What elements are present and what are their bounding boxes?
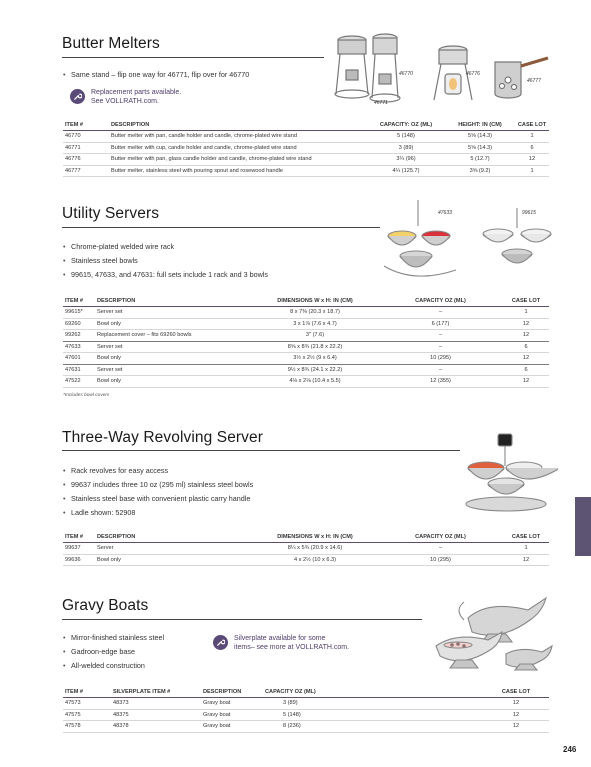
cell-case-lot: 1	[501, 543, 549, 555]
column-header: CASE LOT	[513, 120, 549, 131]
cell-item: 47633	[63, 341, 95, 353]
table-row	[63, 721, 549, 733]
cell-capacity: 8 (236)	[263, 721, 481, 733]
table-row	[63, 307, 549, 319]
cell-dimensions: 8⅝ x 8¾ (21.8 x 22.2)	[250, 341, 378, 353]
cell-height: 5⅝ (14.3)	[445, 131, 513, 143]
bullet-item: • 99615, 47633, and 47631: full sets include 1 rack and 3 bowls	[63, 270, 373, 284]
cell-case-lot: 1	[513, 131, 549, 143]
cell-case-lot: 12	[481, 698, 549, 710]
column-header: CASE LOT	[501, 532, 549, 543]
cell-description: Server set	[95, 341, 250, 353]
bullet-item: • Mirror-finished stainless steel	[63, 633, 213, 647]
section-title-gravy-boats: Gravy Boats	[62, 597, 149, 614]
bullet-item: • Same stand – flip one way for 46771, flip over for 46770	[63, 70, 333, 84]
utility-servers-table	[63, 296, 549, 388]
cell-description: Butter melter with pan, candle holder and candle, chrome-plated wire stand	[109, 131, 365, 143]
bullet-item: • Stainless steel bowls	[63, 256, 373, 270]
cell-silverplate-item: 48375	[111, 709, 201, 721]
page-number: 246	[563, 745, 577, 754]
cell-case-lot: 12	[501, 330, 549, 342]
column-header: CAPACITY OZ (ML)	[378, 296, 501, 307]
bullet-item: • All-welded construction	[63, 661, 213, 675]
threeway-bullets	[63, 466, 443, 522]
cell-dimensions: 9½ x 8¾ (24.1 x 22.2)	[250, 364, 378, 376]
note-text: Silverplate available for some items– see more at VOLLRATH.com.	[234, 635, 350, 651]
table-row	[63, 318, 549, 330]
column-header: CAPACITY OZ (ML)	[378, 532, 501, 543]
cell-description: Bowl only	[95, 554, 250, 566]
cell-item: 47522	[63, 376, 95, 388]
cell-description: Gravy boat	[201, 721, 263, 733]
cell-case-lot: 6	[501, 341, 549, 353]
silverplate-note	[213, 634, 413, 652]
section-tab-marker	[575, 497, 591, 556]
cell-item: 47573	[63, 698, 111, 710]
caption: 99615	[522, 210, 536, 216]
column-header: DESCRIPTION	[109, 120, 365, 131]
cell-case-lot: 12	[481, 721, 549, 733]
butter-melters-photo	[330, 22, 556, 112]
wrench-icon	[213, 635, 228, 650]
cell-item: 47578	[63, 721, 111, 733]
cell-description: Server	[95, 543, 250, 555]
table-row	[63, 165, 549, 177]
cell-item: 69260	[63, 318, 95, 330]
cell-item: 99637	[63, 543, 95, 555]
column-header: HEIGHT: IN (CM)	[445, 120, 513, 131]
column-header: DESCRIPTION	[95, 296, 250, 307]
cell-case-lot: 12	[501, 376, 549, 388]
cell-case-lot: 12	[513, 154, 549, 166]
bullet-item: • Chrome-plated welded wire rack	[63, 242, 373, 256]
cell-capacity: 5 (148)	[365, 131, 445, 143]
caption: 46777	[527, 78, 541, 84]
cell-silverplate-item: 48378	[111, 721, 201, 733]
bullet-item: • Gadroon-edge base	[63, 647, 213, 661]
cell-dimensions: 3" (7.6)	[250, 330, 378, 342]
cell-capacity: –	[378, 307, 501, 319]
table-row	[63, 554, 549, 566]
column-header: ITEM #	[63, 532, 95, 543]
cell-item: 99615*	[63, 307, 95, 319]
gravy-bullets	[63, 633, 213, 675]
table-row	[63, 330, 549, 342]
table-row	[63, 376, 549, 388]
cell-height: 5⅝ (14.3)	[445, 142, 513, 154]
cell-case-lot: 12	[501, 318, 549, 330]
cell-description: Gravy boat	[201, 709, 263, 721]
column-header: DESCRIPTION	[95, 532, 250, 543]
table-row	[63, 131, 549, 143]
table-row	[63, 353, 549, 365]
column-header: ITEM #	[63, 120, 109, 131]
caption: 47633	[438, 210, 452, 216]
butter-melters-table	[63, 120, 549, 177]
cell-dimensions: 3 x 1⅞ (7.6 x 4.7)	[250, 318, 378, 330]
cell-capacity: 4¼ (125.7)	[365, 165, 445, 177]
column-header: CASE LOT	[481, 687, 549, 698]
cell-silverplate-item: 48373	[111, 698, 201, 710]
cell-item: 46776	[63, 154, 109, 166]
table-row	[63, 154, 549, 166]
table-row	[63, 364, 549, 376]
table-row	[63, 142, 549, 154]
bullet-item: • 99637 includes three 10 oz (295 ml) stainless steel bowls	[63, 480, 443, 494]
cell-capacity: –	[378, 364, 501, 376]
section-rule	[62, 57, 324, 58]
cell-height: 5 (12.7)	[445, 154, 513, 166]
bullet-item: • Rack revolves for easy access	[63, 466, 443, 480]
cell-capacity: –	[378, 330, 501, 342]
cell-item: 99262	[63, 330, 95, 342]
column-header: ITEM #	[63, 687, 111, 698]
revolving-server-photo	[458, 432, 558, 514]
butter-bullets	[63, 70, 333, 84]
section-rule	[62, 619, 422, 620]
cell-capacity: 12 (355)	[378, 376, 501, 388]
cell-description: Server set	[95, 364, 250, 376]
bullet-item: • Ladle shown: 52908	[63, 508, 443, 522]
cell-case-lot: 12	[501, 554, 549, 566]
cell-dimensions: 3½ x 2½ (9 x 6.4)	[250, 353, 378, 365]
cell-case-lot: 6	[501, 364, 549, 376]
cell-description: Bowl only	[95, 353, 250, 365]
gravy-boats-table	[63, 687, 549, 733]
cell-dimensions: 8 x 7⅜ (20.3 x 18.7)	[250, 307, 378, 319]
column-header: ITEM #	[63, 296, 95, 307]
cell-item: 46777	[63, 165, 109, 177]
replacement-parts-note	[70, 88, 270, 106]
caption: 46771	[374, 100, 388, 106]
column-header: DIMENSIONS W x H: IN (CM)	[250, 532, 378, 543]
footnote: *Includes bowl covers	[63, 393, 110, 398]
wrench-icon	[70, 89, 85, 104]
cell-description: Bowl only	[95, 318, 250, 330]
column-header: CAPACITY OZ (ML)	[263, 687, 481, 698]
cell-item: 47575	[63, 709, 111, 721]
utility-servers-photo	[380, 196, 555, 288]
table-row	[63, 341, 549, 353]
cell-capacity: 10 (295)	[378, 353, 501, 365]
cell-capacity: 10 (295)	[378, 554, 501, 566]
cell-capacity: 3 (89)	[365, 142, 445, 154]
revolving-server-table	[63, 532, 549, 566]
cell-description: Butter melter with cup, candle holder and candle, chrome-plated wire stand	[109, 142, 365, 154]
section-title-butter-melters: Butter Melters	[62, 35, 160, 52]
section-title-three-way-server: Three-Way Revolving Server	[62, 429, 264, 446]
utility-bullets	[63, 242, 373, 284]
cell-case-lot: 6	[513, 142, 549, 154]
section-rule	[62, 227, 380, 228]
gravy-boats-photo	[428, 590, 558, 678]
section-rule	[62, 450, 460, 451]
cell-item: 47601	[63, 353, 95, 365]
cell-dimensions: 4 x 2½ (10 x 6.3)	[250, 554, 378, 566]
table-row	[63, 698, 549, 710]
caption: 46770	[399, 71, 413, 77]
cell-capacity: 3¼ (96)	[365, 154, 445, 166]
column-header: DESCRIPTION	[201, 687, 263, 698]
cell-description: Butter melter, stainless steel with pouring spout and rosewood handle	[109, 165, 365, 177]
cell-item: 47631	[63, 364, 95, 376]
cell-description: Server set	[95, 307, 250, 319]
cell-item: 46771	[63, 142, 109, 154]
cell-description: Gravy boat	[201, 698, 263, 710]
cell-capacity: 5 (148)	[263, 709, 481, 721]
cell-capacity: –	[378, 341, 501, 353]
table-row	[63, 709, 549, 721]
note-text: Replacement parts available. See VOLLRATH.com.	[91, 89, 182, 105]
column-header: DIMENSIONS W x H: IN (CM)	[250, 296, 378, 307]
column-header: CASE LOT	[501, 296, 549, 307]
section-title-utility-servers: Utility Servers	[62, 205, 160, 222]
bullet-item: • Stainless steel base with convenient plastic carry handle	[63, 494, 443, 508]
cell-item: 99636	[63, 554, 95, 566]
cell-item: 46770	[63, 131, 109, 143]
cell-case-lot: 1	[513, 165, 549, 177]
cell-dimensions: 8¼ x 5¾ (20.9 x 14.6)	[250, 543, 378, 555]
cell-case-lot: 1	[501, 307, 549, 319]
cell-capacity: 3 (89)	[263, 698, 481, 710]
cell-description: Butter melter with pan, glass candle holder and candle, chrome-plated wire stand	[109, 154, 365, 166]
cell-dimensions: 4⅛ x 2⅛ (10.4 x 5.5)	[250, 376, 378, 388]
cell-capacity: 6 (177)	[378, 318, 501, 330]
column-header: CAPACITY: OZ (ML)	[365, 120, 445, 131]
cell-case-lot: 12	[481, 709, 549, 721]
cell-description: Replacement cover – fits 69260 bowls	[95, 330, 250, 342]
cell-height: 3⅝ (9.2)	[445, 165, 513, 177]
table-row	[63, 543, 549, 555]
cell-capacity: –	[378, 543, 501, 555]
cell-case-lot: 12	[501, 353, 549, 365]
column-header: SILVERPLATE ITEM #	[111, 687, 201, 698]
cell-description: Bowl only	[95, 376, 250, 388]
caption: 46776	[466, 71, 480, 77]
